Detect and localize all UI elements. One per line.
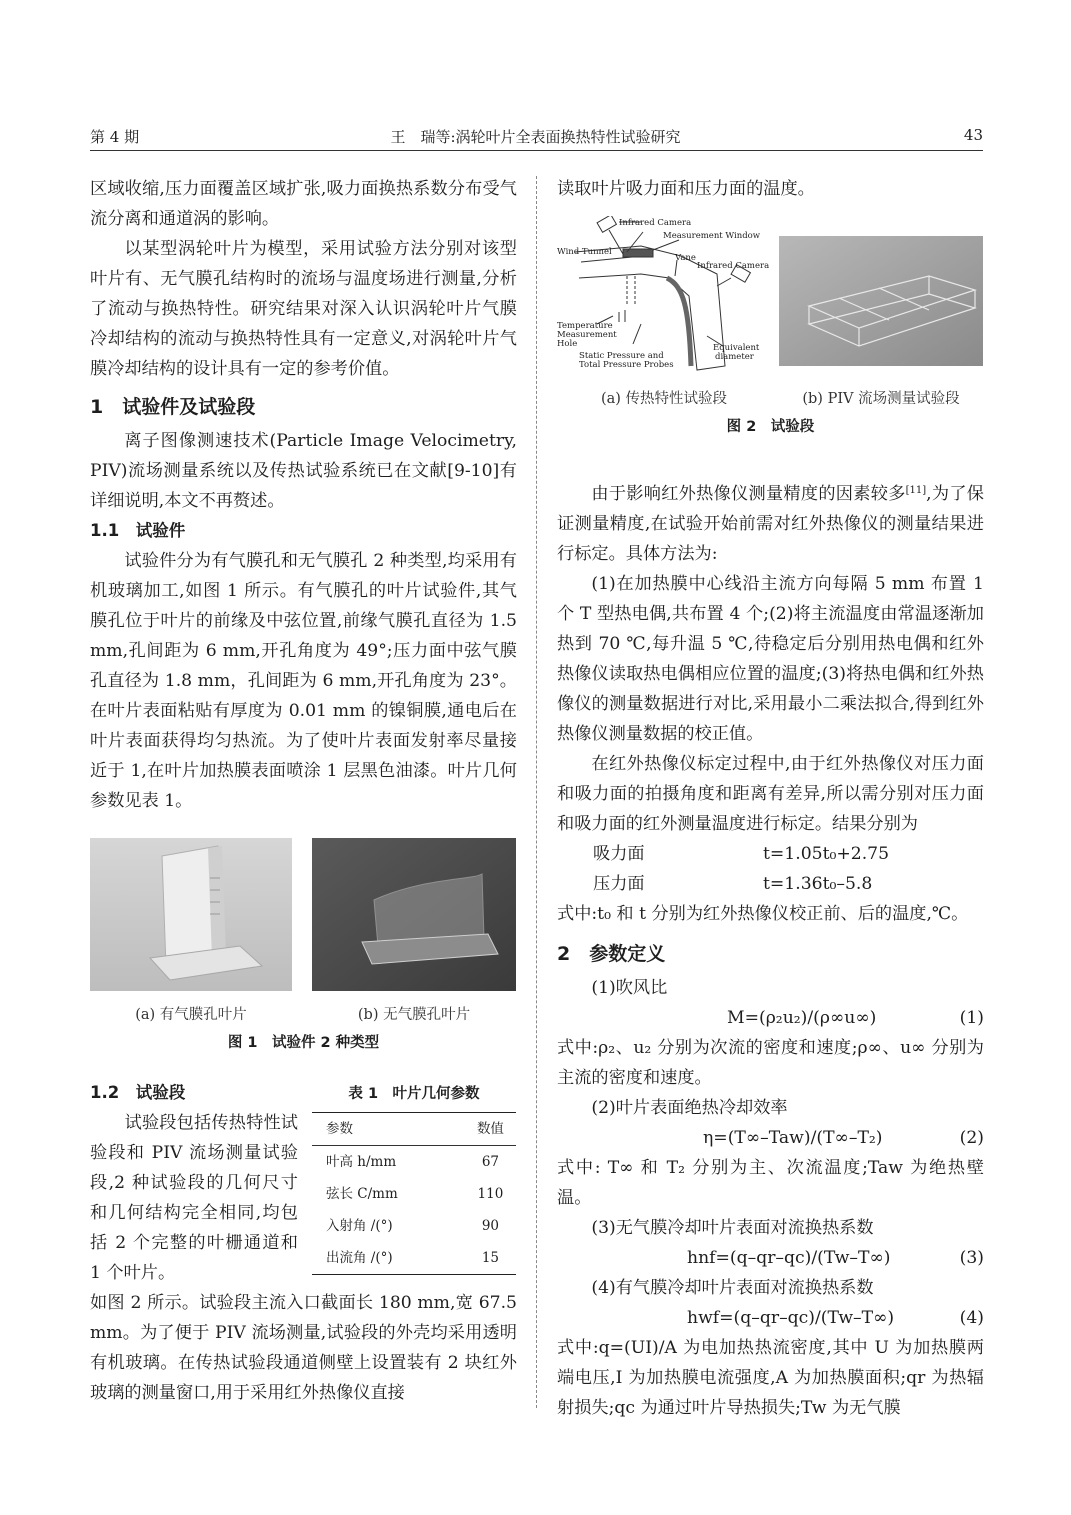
paragraph-1-2-narrow	[90, 1108, 298, 1288]
calibration-text-b: ,为了保证测量精度,在试验开始前需对红外热像仪的测量结果进行标定。具体方法为:	[557, 484, 984, 564]
subsection-1-2-heading: 1.2 试验段	[90, 1083, 186, 1102]
suction-label: 吸力面	[593, 844, 645, 864]
paragraph-intro-1: 区域收缩,压力面覆盖区域扩张,吸力面换热系数分布受气流分离和通道涡的影响。	[90, 179, 517, 229]
label-measurement-window: Measurement Window	[663, 231, 761, 241]
equation-3: hnf=(q–qr–qc)/(Tw–T∞)	[687, 1248, 891, 1268]
table-cell-label: 弦长 C/mm	[326, 1186, 398, 1202]
table-1	[312, 1082, 516, 1275]
label-probes-1: Static Pressure and	[579, 351, 664, 361]
label-wind-tunnel: Wind Tunnel	[557, 247, 612, 257]
photo-blade-with-holes	[90, 838, 292, 991]
equation-4: hwf=(q–qr–qc)/(Tw–T∞)	[687, 1308, 895, 1328]
table-cell-value: 15	[481, 1250, 500, 1266]
equation-1-note: 式中:ρ₂、u₂ 分别为次流的密度和速度;ρ∞、u∞ 分别为主流的密度和速度。	[557, 1038, 984, 1088]
table-header-row	[312, 1113, 516, 1146]
figure-2-title: 图 2 试验段	[726, 419, 815, 435]
table-1-title: 表 1 叶片几何参数	[348, 1086, 480, 1102]
label-temp-hole-1: Temperature	[557, 321, 613, 331]
equation-3-number: (3)	[959, 1248, 984, 1268]
equation-2-row	[557, 1123, 984, 1153]
table-cell-label: 入射角 /(°)	[326, 1218, 393, 1234]
equation-4-number: (4)	[959, 1308, 984, 1328]
figure-1a-caption: (a) 有气膜孔叶片	[135, 1007, 247, 1023]
figure-2a-caption: (a) 传热特性试验段	[600, 391, 728, 407]
equation-2-note: 式中: T∞ 和 T₂ 分别为主、次流温度;Taw 为绝热壁温。	[557, 1158, 984, 1208]
section-1-heading: 1 试验件及试验段	[90, 396, 256, 418]
paragraph-1-2-text: 试验段包括传热特性试验段和 PIV 流场测量试验段,2 种试验段的几何尺寸和几何结构完全相同,均包括 2 个完整的叶栅通道和 1 个叶片。	[90, 1113, 298, 1283]
figure-2	[557, 216, 984, 476]
label-equivalent-1: Equivalent	[713, 343, 760, 353]
header-rule	[90, 150, 983, 151]
pressure-equation: t=1.36t₀–5.8	[763, 874, 873, 894]
label-vane: Vane	[675, 253, 696, 263]
paragraph-calibration-2: (1)在加热膜中心线沿主流方向每隔 5 mm 布置 1 个 T 型热电偶,共布置 4 个;(2)将主流温度由常温逐渐加热到 70 ℃,每升温 5 ℃,待稳定后分别用热电偶和红外热像仪读取热电偶相应位置的温度;(3)将热电偶和红外热像仪的测量数据进行对比,采用最小二乘法拟合,得到红外热像仪测量数据的校正值。	[557, 574, 984, 744]
table-row	[312, 1210, 516, 1242]
right-column	[557, 174, 984, 1423]
label-temp-hole-2: Measurement	[557, 330, 617, 340]
item-4-htc-with-film: (4)有气膜冷却叶片表面对流换热系数	[591, 1278, 874, 1298]
paragraph-intro-2: 以某型涡轮叶片为模型，采用试验方法分别对该型叶片有、无气膜孔结构时的流场与温度场进行测量,分析了流动与换热特性。研究结果对深入认识涡轮叶片气膜冷却结构的流动与换热特性具有一定意义,对涡轮叶片气膜冷却结构的设计具有一定的参考价值。	[90, 239, 517, 379]
equation-4-note: 式中:q=(UI)/A 为电加热热流密度,其中 U 为加热膜两端电压,I 为加热膜电流强度,A 为加热膜面积;qr 为热辐射损失;qc 为通过叶片导热损失;Tw 为无气膜	[557, 1338, 984, 1418]
label-temp-hole-3: Hole	[557, 339, 578, 349]
paragraph-section-1: 离子图像测速技术(Particle Image Velocimetry, PIV)流场测量系统以及传热试验系统已在文献[9-10]有详细说明,本文不再赘述。	[90, 431, 517, 511]
subsection-1-1-heading: 1.1 试验件	[90, 521, 186, 540]
header-title: 王 瑞等:涡轮叶片全表面换热特性试验研究	[390, 128, 681, 146]
table-row	[312, 1242, 516, 1274]
header-issue: 第 4 期	[90, 128, 140, 146]
table-header-value: 数值	[465, 1113, 516, 1146]
left-column	[90, 174, 517, 1408]
column-separator	[536, 176, 537, 1408]
label-equivalent-2: diameter	[715, 352, 754, 362]
paragraph-right-top: 读取叶片吸力面和压力面的温度。	[557, 179, 815, 199]
suction-equation-row	[557, 839, 984, 869]
page-number: 43	[963, 126, 983, 144]
citation-11: [11]	[905, 485, 927, 496]
equation-2-number: (2)	[959, 1128, 984, 1148]
paragraph-calibration-1	[557, 476, 984, 569]
diagram-heat-transfer-section	[557, 216, 771, 384]
equation-1-number: (1)	[959, 1008, 984, 1028]
table-1-grid	[312, 1113, 516, 1274]
suction-equation: t=1.05t₀+2.75	[763, 844, 890, 864]
subsection-1-2-block	[90, 1078, 517, 1288]
label-infrared-camera-2: Infrared Camera	[697, 261, 770, 271]
table-header-param: 参数	[312, 1113, 465, 1146]
table-cell-label: 叶高 h/mm	[326, 1154, 397, 1170]
photo-piv-section	[779, 236, 983, 366]
table-row	[312, 1178, 516, 1210]
item-2-cooling-efficiency: (2)叶片表面绝热冷却效率	[591, 1098, 788, 1118]
paragraph-1-2-continued: 如图 2 所示。试验段主流入口截面长 180 mm,宽 67.5 mm。为了便于 PIV 流场测量,试验段的外壳均采用透明有机玻璃。在传热试验段通道侧壁上设置装有 2 块红外玻璃的测量窗口,用于采用红外热像仪直接	[90, 1293, 517, 1403]
calibration-note: 式中:t₀ 和 t 分别为红外热像仪校正前、后的温度,℃。	[557, 904, 969, 924]
equation-1-row	[557, 1003, 984, 1033]
table-row	[312, 1146, 516, 1179]
photo-blade-without-holes	[312, 838, 516, 991]
figure-2b-caption: (b) PIV 流场测量试验段	[802, 391, 960, 407]
figure-1b-caption: (b) 无气膜孔叶片	[357, 1007, 471, 1023]
label-infrared-camera-1: Infrared Camera	[619, 218, 692, 228]
pressure-label: 压力面	[593, 874, 645, 894]
calibration-text-a: 由于影响红外热像仪测量精度的因素较多	[591, 484, 906, 504]
table-cell-value: 90	[481, 1218, 500, 1234]
equation-1: M=(ρ₂u₂)/(ρ∞u∞)	[727, 1008, 877, 1028]
label-probes-2: Total Pressure Probes	[579, 360, 674, 370]
table-cell-value: 110	[477, 1186, 504, 1202]
table-cell-label: 出流角 /(°)	[326, 1250, 393, 1266]
pressure-equation-row	[557, 869, 984, 899]
paragraph-calibration-3: 在红外热像仪标定过程中,由于红外热像仪对压力面和吸力面的拍摄角度和距离有差异,所以需分别对压力面和吸力面的红外测量温度进行标定。结果分别为	[557, 754, 984, 834]
item-1-blowing-ratio: (1)吹风比	[591, 978, 668, 998]
section-2-heading: 2 参数定义	[557, 943, 666, 965]
equation-3-row	[557, 1243, 984, 1273]
table-cell-value: 67	[481, 1154, 500, 1170]
equation-2: η=(T∞–Taw)/(T∞–T₂)	[703, 1128, 883, 1148]
item-3-htc-no-film: (3)无气膜冷却叶片表面对流换热系数	[591, 1218, 874, 1238]
paragraph-1-1: 试验件分为有气膜孔和无气膜孔 2 种类型,均采用有机玻璃加工,如图 1 所示。有气膜孔的叶片试验件,其气膜孔位于叶片的前缘及中弦位置,前缘气膜孔直径为 1.5 mm,孔间距为 6 mm,开孔角度为 49°;压力面中弦气膜孔直径为 1.8 mm，孔间距为 6 mm,开孔角度为 23°。在叶片表面粘贴有厚度为 0.01 mm 的镍铜膜,通电后在叶片表面获得均匀热流。为了使叶片表面发射率尽量接近于 1,在叶片加热膜表面喷涂 1 层黑色油漆。叶片几何参数见表 1。	[90, 551, 517, 811]
figure-1	[90, 838, 517, 1078]
figure-1-title: 图 1 试验件 2 种类型	[227, 1035, 380, 1051]
equation-4-row	[557, 1303, 984, 1333]
